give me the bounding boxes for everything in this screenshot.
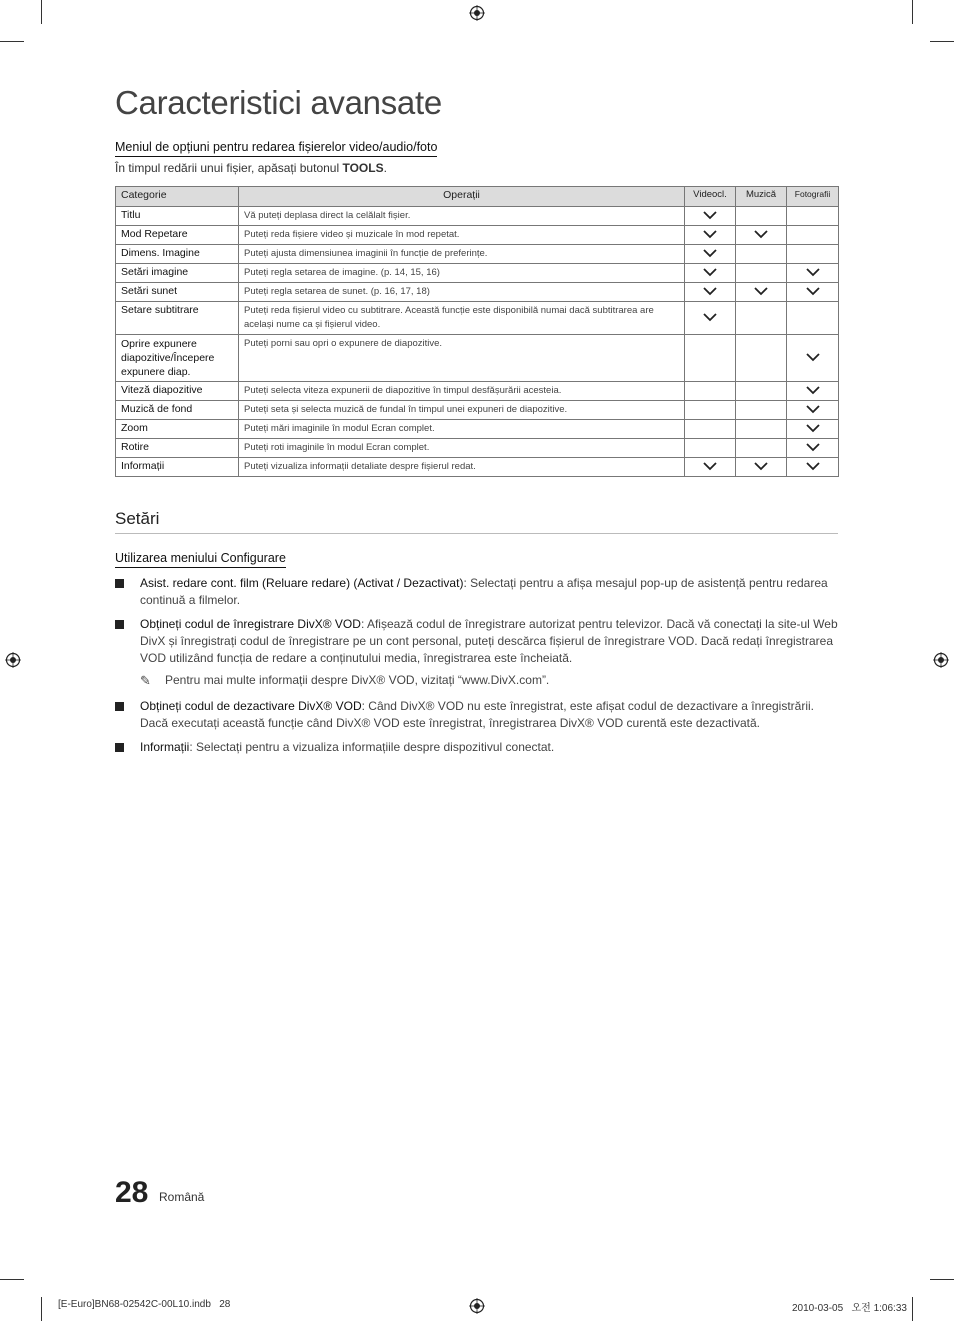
crop-mark xyxy=(41,1297,42,1321)
support-cell-video xyxy=(685,335,736,382)
support-cell-video xyxy=(685,245,736,264)
support-cell-music xyxy=(736,335,787,382)
intro-end: . xyxy=(383,161,387,175)
support-cell-video xyxy=(685,302,736,335)
note-pencil-icon: ✎ xyxy=(140,673,151,688)
support-cell-music xyxy=(736,401,787,420)
table-row xyxy=(116,458,839,477)
list-item xyxy=(115,698,838,732)
table-row xyxy=(116,335,839,382)
support-cell-photo xyxy=(787,420,839,439)
table-row xyxy=(116,401,839,420)
bullet-square-icon xyxy=(115,620,124,629)
support-cell-video xyxy=(685,226,736,245)
registration-mark-icon xyxy=(469,5,485,21)
table-row xyxy=(116,245,839,264)
check-mark-icon xyxy=(805,442,821,452)
support-cell-music xyxy=(736,420,787,439)
table-row xyxy=(116,264,839,283)
crop-mark xyxy=(930,1279,954,1280)
row-operation: Puteți reda fișierul video cu subtitrare. Această funcție este disponibilă numai dacă subtitrarea are același nume ca și fișierul video. xyxy=(239,302,685,335)
table-row xyxy=(116,283,839,302)
support-cell-photo xyxy=(787,207,839,226)
check-mark-icon xyxy=(805,267,821,277)
check-mark-icon xyxy=(753,229,769,239)
support-cell-music xyxy=(736,226,787,245)
check-mark-icon xyxy=(805,423,821,433)
support-cell-photo xyxy=(787,382,839,401)
item-text: : Afișează codul de înregistrare autorizat pentru televizor. Dacă vă conectați la site-ul Web DivX și înregistrați codul de înregistrare pe un cont personal, puteți descărca fișierul de înregistrare VOD. Dacă redați înregistrarea VOD utilizând funcția de redare a conținutului media, înregistrarea este încheiată. xyxy=(140,617,838,665)
registration-mark-icon xyxy=(933,652,949,668)
support-cell-video xyxy=(685,382,736,401)
check-mark-icon xyxy=(702,267,718,277)
row-category: Titlu xyxy=(116,207,239,226)
crop-mark xyxy=(912,1297,913,1321)
table-row xyxy=(116,302,839,335)
options-table-body xyxy=(116,207,839,477)
support-cell-music xyxy=(736,458,787,477)
column-header-photo: Fotografii xyxy=(787,187,839,207)
row-category: Mod Repetare xyxy=(116,226,239,245)
note-text: Pentru mai multe informații despre DivX® VOD, vizitați “www.DivX.com”. xyxy=(165,673,550,687)
row-category: Setări imagine xyxy=(116,264,239,283)
print-file-info: [E-Euro]BN68-02542C-00L10.indb 28 xyxy=(58,1299,231,1310)
bullet-square-icon xyxy=(115,743,124,752)
options-table xyxy=(115,186,839,477)
bullet-square-icon xyxy=(115,702,124,711)
support-cell-photo xyxy=(787,226,839,245)
check-mark-icon xyxy=(753,461,769,471)
row-category: Setări sunet xyxy=(116,283,239,302)
support-cell-video xyxy=(685,439,736,458)
support-cell-music xyxy=(736,207,787,226)
check-mark-icon xyxy=(702,248,718,258)
crop-mark xyxy=(0,41,24,42)
item-label: Obțineți codul de înregistrare DivX® VOD xyxy=(140,617,361,631)
check-mark-icon xyxy=(702,210,718,220)
list-item xyxy=(115,739,838,756)
intro-text: În timpul redării unui fișier, apăsați butonul xyxy=(115,161,343,175)
row-category: Setare subtitrare xyxy=(116,302,239,335)
row-category: Dimens. Imagine xyxy=(116,245,239,264)
row-operation: Puteți regla setarea de sunet. (p. 16, 17, 18) xyxy=(239,283,685,302)
table-row xyxy=(116,207,839,226)
table-row xyxy=(116,420,839,439)
support-cell-music xyxy=(736,439,787,458)
row-operation: Puteți roti imaginile în modul Ecran complet. xyxy=(239,439,685,458)
support-cell-photo xyxy=(787,283,839,302)
crop-mark xyxy=(41,0,42,24)
row-operation: Puteți vizualiza informații detaliate despre fișierul redat. xyxy=(239,458,685,477)
row-category: Muzică de fond xyxy=(116,401,239,420)
column-header-music: Muzică xyxy=(736,187,787,207)
check-mark-icon xyxy=(805,385,821,395)
row-operation: Puteți reda fișiere video și muzicale în mod repetat. xyxy=(239,226,685,245)
row-operation: Puteți porni sau opri o expunere de diapozitive. xyxy=(239,335,685,382)
check-mark-icon xyxy=(702,461,718,471)
column-header-video: Videocl. xyxy=(685,187,736,207)
row-operation: Vă puteți deplasa direct la celălalt fișier. xyxy=(239,207,685,226)
bullet-square-icon xyxy=(115,579,124,588)
table-row xyxy=(116,226,839,245)
tools-button-label: TOOLS xyxy=(342,161,384,175)
check-mark-icon xyxy=(805,404,821,414)
item-text: : Selectați pentru a vizualiza informațiile despre dispozitivul conectat. xyxy=(189,740,555,754)
support-cell-photo xyxy=(787,245,839,264)
support-cell-video xyxy=(685,283,736,302)
support-cell-music xyxy=(736,302,787,335)
column-header-category: Categorie xyxy=(116,187,239,207)
crop-mark xyxy=(912,0,913,24)
row-category: Oprire expunere diapozitive/Începere expunere diap. xyxy=(116,335,239,382)
support-cell-photo xyxy=(787,439,839,458)
item-label: Asist. redare cont. film (Reluare redare) (Activat / Dezactivat) xyxy=(140,576,464,590)
check-mark-icon xyxy=(702,229,718,239)
support-cell-video xyxy=(685,420,736,439)
item-text: : Când DivX® VOD nu este înregistrat, este afișat codul de dezactivare a înregistrării. Dacă executați această funcție când DivX® VOD este înregistrat, înregistrarea DivX® VOD curentă este dezactivată. xyxy=(140,699,814,730)
support-cell-music xyxy=(736,382,787,401)
support-cell-music xyxy=(736,264,787,283)
row-operation: Puteți ajusta dimensiunea imaginii în funcție de preferințe. xyxy=(239,245,685,264)
options-menu-heading: Meniul de opțiuni pentru redarea fișierelor video/audio/foto xyxy=(115,140,437,157)
column-header-operations: Operații xyxy=(239,187,685,207)
row-category: Informații xyxy=(116,458,239,477)
item-text: : Selectați pentru a afișa mesajul pop-up de asistență pentru redarea continuă a filmelor. xyxy=(140,576,828,607)
check-mark-icon xyxy=(702,312,718,322)
settings-section-title: Setări xyxy=(115,509,838,534)
crop-mark xyxy=(930,41,954,42)
row-operation: Puteți selecta viteza expunerii de diapozitive în timpul desfășurării acesteia. xyxy=(239,382,685,401)
row-category: Rotire xyxy=(116,439,239,458)
support-cell-video xyxy=(685,458,736,477)
row-category: Zoom xyxy=(116,420,239,439)
row-operation: Puteți mări imaginile în modul Ecran complet. xyxy=(239,420,685,439)
check-mark-icon xyxy=(805,352,821,362)
check-mark-icon xyxy=(753,286,769,296)
list-item xyxy=(115,616,838,667)
list-item xyxy=(115,575,838,609)
table-row xyxy=(116,382,839,401)
page-title: Caracteristici avansate xyxy=(115,84,442,121)
registration-mark-icon xyxy=(5,652,21,668)
support-cell-photo xyxy=(787,264,839,283)
support-cell-photo xyxy=(787,335,839,382)
support-cell-music xyxy=(736,245,787,264)
registration-mark-icon xyxy=(469,1298,485,1314)
support-cell-photo xyxy=(787,458,839,477)
row-category: Viteză diapozitive xyxy=(116,382,239,401)
support-cell-photo xyxy=(787,401,839,420)
row-operation: Puteți regla setarea de imagine. (p. 14, 15, 16) xyxy=(239,264,685,283)
page-language: Română xyxy=(159,1190,205,1204)
print-timestamp: 2010-03-05 오전 1:06:33 xyxy=(792,1303,907,1314)
page-number: 28 xyxy=(115,1176,149,1209)
item-label: Obțineți codul de dezactivare DivX® VOD xyxy=(140,699,362,713)
item-label: Informații xyxy=(140,740,190,754)
support-cell-music xyxy=(736,283,787,302)
support-cell-video xyxy=(685,264,736,283)
settings-list xyxy=(115,575,838,763)
options-menu-intro xyxy=(115,161,387,175)
check-mark-icon xyxy=(805,461,821,471)
support-cell-photo xyxy=(787,302,839,335)
crop-mark xyxy=(0,1279,24,1280)
row-operation: Puteți seta și selecta muzică de fundal în timpul unei expuneri de diapozitive. xyxy=(239,401,685,420)
check-mark-icon xyxy=(805,286,821,296)
support-cell-video xyxy=(685,401,736,420)
support-cell-video xyxy=(685,207,736,226)
settings-subheading: Utilizarea meniului Configurare xyxy=(115,551,286,568)
check-mark-icon xyxy=(702,286,718,296)
table-row xyxy=(116,439,839,458)
divx-note xyxy=(140,672,838,689)
